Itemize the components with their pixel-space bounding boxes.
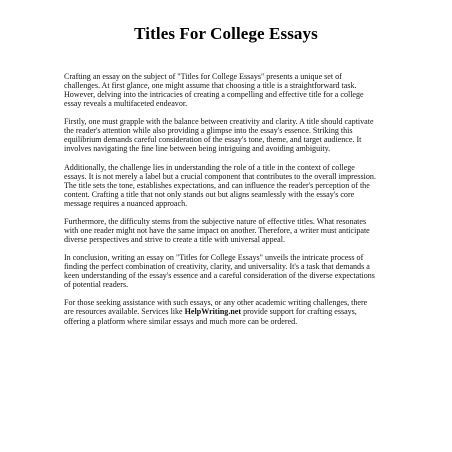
paragraph-furthermore bbox=[64, 217, 394, 244]
text-line: However, delving into the intricacies of creating a compelling and effective title for a college bbox=[64, 90, 364, 100]
text-line: Additionally, the challenge lies in understanding the role of a title in the context of college bbox=[64, 162, 355, 172]
paragraph-additionally bbox=[64, 163, 394, 208]
text-line: In conclusion, writing an essay on "Titles for College Essays" unveils the intricate process of bbox=[64, 253, 364, 263]
text-line: offering a platform where similar essays and much more can be ordered. bbox=[64, 316, 298, 326]
services-text-after: provide support for crafting essays, bbox=[241, 307, 357, 317]
helpwriting-link[interactable]: HelpWriting.net bbox=[184, 307, 242, 317]
text-line: content. Crafting a title that not only stands out but aligns seamlessly with the essay's core bbox=[64, 189, 355, 199]
paragraph-intro bbox=[64, 72, 394, 108]
paragraph-services bbox=[64, 298, 394, 325]
text-line: message requires a nuanced approach. bbox=[64, 198, 188, 208]
text-line: the reader's attention while also providing a glimpse into the essay's essence. Striking this bbox=[64, 126, 353, 136]
text-line: The title sets the tone, establishes expectations, and can influence the reader's perception of the bbox=[64, 180, 370, 190]
text-line: with one reader might not have the same impact on another. Therefore, a writer must anticipate bbox=[64, 225, 370, 235]
text-line: involves navigating the fine line between being intriguing and avoiding ambiguity. bbox=[64, 144, 331, 154]
text-line: essays. It is not merely a label but a crucial component that contributes to the overall impression. bbox=[64, 171, 376, 181]
text-line: For those seeking assistance with such essays, or any other academic writing challenges, there bbox=[64, 298, 368, 308]
text-line-with-link bbox=[64, 307, 394, 316]
text-line: diverse perspectives and strive to create a title with universal appeal. bbox=[64, 234, 285, 244]
services-text-before: are resources available. Services like bbox=[64, 307, 185, 317]
text-line: Furthermore, the difficulty stems from the subjective nature of effective titles. What resonates bbox=[64, 216, 367, 226]
document-title: Titles For College Essays bbox=[134, 24, 318, 43]
text-line: Firstly, one must grapple with the balance between creativity and clarity. A title should captivate bbox=[64, 117, 374, 127]
text-line: Crafting an essay on the subject of "Titles for College Essays" presents a unique set of bbox=[64, 72, 342, 81]
text-line: challenges. At first glance, one might assume that choosing a title is a straightforward task. bbox=[64, 81, 357, 91]
text-line: of potential readers. bbox=[64, 280, 129, 290]
text-line: keen understanding of the essay's essence and a careful consideration of the diverse expectations bbox=[64, 271, 375, 281]
document-body bbox=[64, 72, 394, 335]
paragraph-firstly bbox=[64, 117, 394, 153]
text-line: equilibrium demands careful consideration of the essay's tone, theme, and target audience. It bbox=[64, 135, 362, 145]
paragraph-conclusion bbox=[64, 253, 394, 289]
text-line: essay reveals a multifaceted endeavor. bbox=[64, 99, 188, 109]
text-line: finding the perfect combination of creativity, clarity, and universality. It's a task that demands a bbox=[64, 262, 370, 272]
